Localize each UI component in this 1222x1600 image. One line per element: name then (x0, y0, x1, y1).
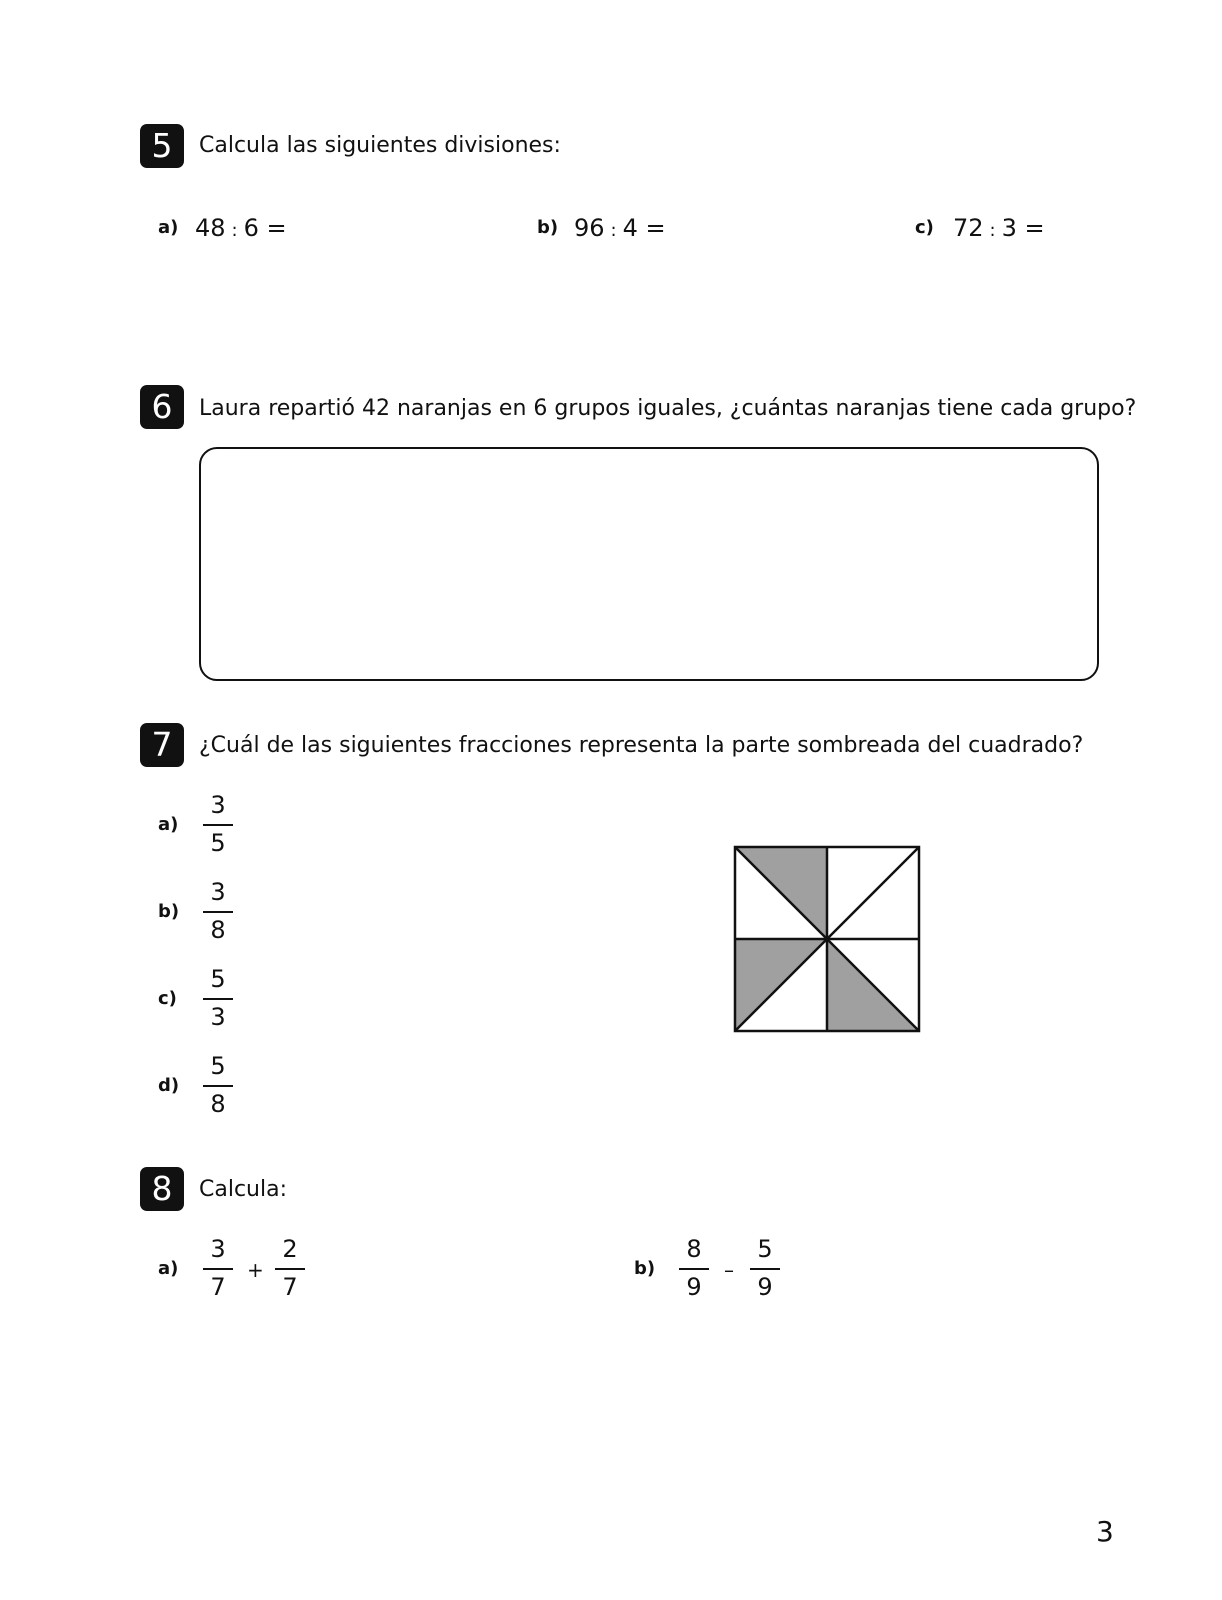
question-6-text: Laura repartió 42 naranjas en 6 grupos iguales, ¿cuántas naranjas tiene cada grupo? (199, 396, 1137, 421)
q8-item-b-fraction-2: $\frac{5}{9}$ (750, 1234, 780, 1306)
question-number-8: 8 (140, 1167, 184, 1211)
q5-item-b-expression: 96 : 4 = (574, 214, 666, 242)
q8-item-b-operator: – (724, 1258, 734, 1282)
question-5-text: Calcula las siguientes divisiones: (199, 133, 561, 158)
question-number-5: 5 (140, 124, 184, 168)
q5-item-a-label: a) (158, 217, 179, 238)
q7-option-b-label: b) (158, 901, 180, 922)
q5-item-b-label: b) (537, 217, 559, 238)
question-8-text: Calcula: (199, 1177, 287, 1202)
question-number-6: 6 (140, 385, 184, 429)
answer-box[interactable] (199, 447, 1099, 681)
q7-option-b-fraction: $\frac{3}{8}$ (203, 877, 233, 949)
q7-option-a-fraction: $\frac{3}{5}$ (203, 790, 233, 862)
q8-item-a-fraction-2: $\frac{2}{7}$ (275, 1234, 305, 1306)
shaded-square-figure (733, 845, 923, 1035)
question-number-7: 7 (140, 723, 184, 767)
q8-item-b-label: b) (634, 1258, 656, 1279)
q7-option-d-fraction: $\frac{5}{8}$ (203, 1051, 233, 1123)
page-number: 3 (1096, 1515, 1114, 1548)
q5-item-c-label: c) (915, 217, 934, 238)
q8-item-a-operator: + (247, 1258, 264, 1282)
q7-option-a-label: a) (158, 814, 179, 835)
q7-option-d-label: d) (158, 1075, 180, 1096)
q8-item-b-fraction-1: $\frac{8}{9}$ (679, 1234, 709, 1306)
q5-item-a-expression: 48 : 6 = (195, 214, 287, 242)
q8-item-a-label: a) (158, 1258, 179, 1279)
q7-option-c-fraction: $\frac{5}{3}$ (203, 964, 233, 1036)
q7-option-c-label: c) (158, 988, 177, 1009)
q8-item-a-fraction-1: $\frac{3}{7}$ (203, 1234, 233, 1306)
question-7-text: ¿Cuál de las siguientes fracciones representa la parte sombreada del cuadrado? (199, 733, 1084, 758)
q5-item-c-expression: 72 : 3 = (953, 214, 1045, 242)
